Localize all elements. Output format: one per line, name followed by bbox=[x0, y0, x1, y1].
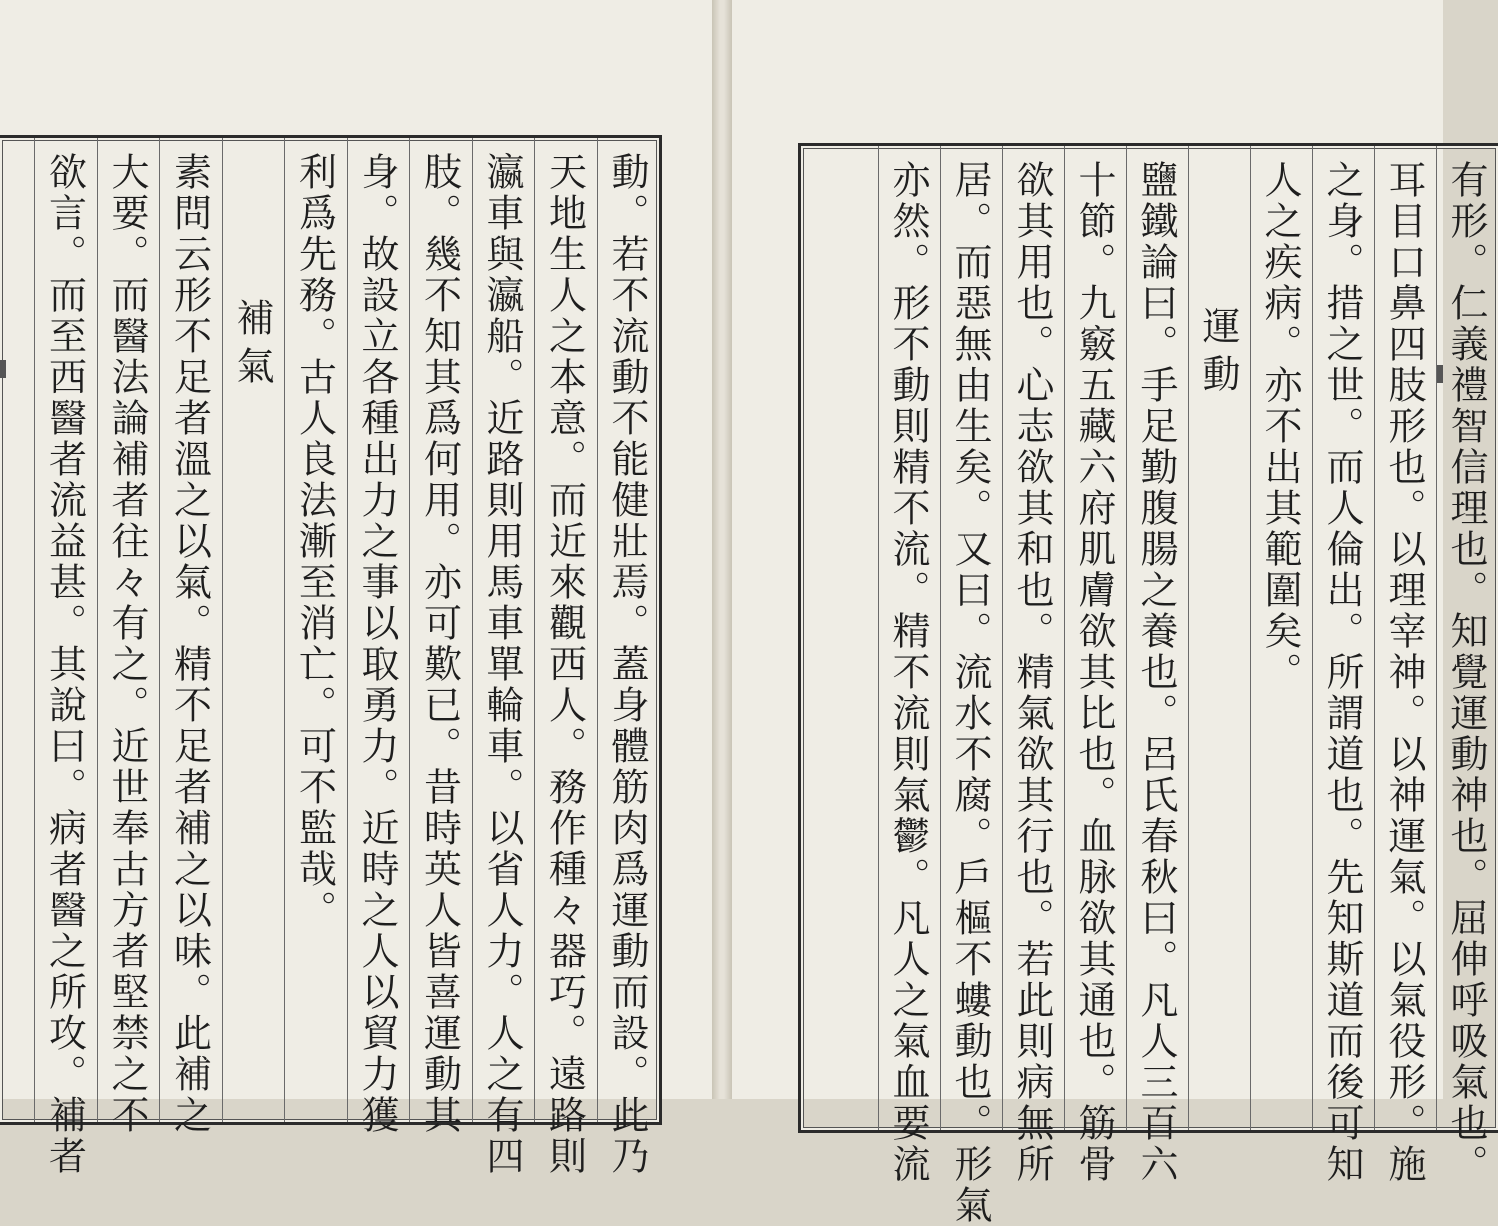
text-column: 動。若不流動不能健壯焉。蓋身體筋肉爲運動而設。此乃 bbox=[597, 138, 660, 1122]
text-column: 欲言。而至西醫者流益甚。其說曰。病者醫之所攻。補者 bbox=[34, 138, 97, 1122]
right-text-columns bbox=[801, 146, 1498, 1226]
text-column: 素問云形不足者溫之以氣。精不足者補之以味。此補之 bbox=[159, 138, 222, 1122]
text-column: 有形。仁義禮智信理也。知覺運動神也。屈伸呼吸氣也。 bbox=[1436, 146, 1498, 1130]
text-column: 耳目口鼻四肢形也。以理宰神。以神運氣。以氣役形。施 bbox=[1374, 146, 1436, 1130]
text-column: 十節。九竅五藏六府肌膚欲其比也。血脉欲其通也。筋骨 bbox=[1064, 146, 1126, 1130]
text-column: 之身。措之世。而人倫出。所謂道也。先知斯道而後可知 bbox=[1312, 146, 1374, 1130]
section-heading: 補氣 bbox=[222, 138, 285, 1122]
right-page bbox=[732, 0, 1488, 1226]
text-column: 人之疾病。亦不出其範圍矣。 bbox=[1250, 146, 1312, 1130]
book-gutter bbox=[712, 0, 732, 1099]
text-column: 亦然。形不動則精不流。精不流則氣鬱。凡人之氣血要流 bbox=[878, 146, 940, 1130]
text-column: 身。故設立各種出力之事以取勇力。近時之人以貿力獲 bbox=[347, 138, 410, 1122]
left-text-columns bbox=[0, 138, 659, 1177]
fold-mark bbox=[1437, 365, 1443, 383]
right-text-frame bbox=[798, 143, 1498, 1226]
text-column: 居。而惡無由生矣。又曰。流水不腐。戶樞不螻動也。形氣 bbox=[940, 146, 1002, 1130]
fold-mark bbox=[0, 360, 6, 378]
text-column: 利爲先務。古人良法漸至消亡。可不監哉。 bbox=[284, 138, 347, 1122]
left-text-frame bbox=[0, 135, 662, 1177]
section-heading: 運動 bbox=[1188, 146, 1250, 1130]
text-column: 肢。幾不知其爲何用。亦可歎已。昔時英人皆喜運動其 bbox=[409, 138, 472, 1122]
text-column: 鹽鐵論曰。手足勤腹腸之養也。呂氏春秋曰。凡人三百六 bbox=[1126, 146, 1188, 1130]
left-page bbox=[0, 0, 712, 1177]
text-column: 欲其用也。心志欲其和也。精氣欲其行也。若此則病無所 bbox=[1002, 146, 1064, 1130]
text-column: 天地生人之本意。而近來觀西人。務作種々器巧。遠路則 bbox=[534, 138, 597, 1122]
text-column: 大要。而醫法論補者往々有之。近世奉古方者堅禁之不 bbox=[97, 138, 160, 1122]
text-column: 瀛車與瀛船。近路則用馬車單輪車。以省人力。人之有四 bbox=[472, 138, 535, 1122]
